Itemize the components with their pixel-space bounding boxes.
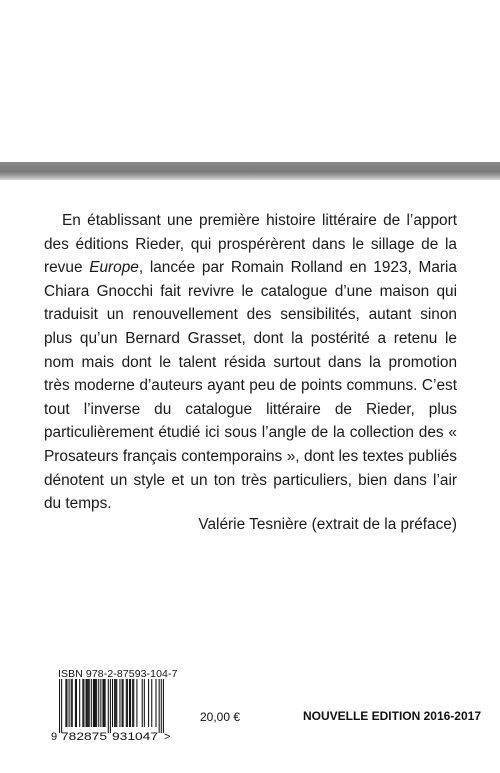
barcode-bar <box>79 679 80 727</box>
barcode-bar <box>98 679 99 727</box>
barcode-bar <box>112 679 113 727</box>
price: 20,00 € <box>200 710 241 724</box>
barcode-bar <box>69 679 70 727</box>
barcode-bar <box>115 679 116 727</box>
barcode-right-digits: 931047 <box>112 731 158 742</box>
barcode-trailing-mark: > <box>164 731 171 742</box>
barcode-bar <box>123 679 124 727</box>
barcode-bar <box>95 679 96 727</box>
barcode-bar <box>104 679 105 727</box>
barcode-left-digits: 782875 <box>61 731 107 742</box>
barcode-first-digit: 9 <box>51 731 58 742</box>
blurb-signature: Valérie Tesnière (extrait de la préface) <box>198 516 457 533</box>
barcode-bar <box>126 679 127 727</box>
barcode-bar <box>59 679 60 733</box>
edition-label: NOUVELLE EDITION 2016-2017 <box>302 709 481 723</box>
barcode-bar <box>93 679 94 727</box>
barcode-bar <box>105 679 106 727</box>
barcode-bar <box>87 679 88 727</box>
barcode-bar <box>61 679 62 733</box>
barcode-bar <box>127 679 128 727</box>
barcode-bar <box>155 679 156 727</box>
barcode-bar <box>66 679 67 727</box>
barcode-bar <box>89 679 90 727</box>
barcode-bar <box>65 679 66 727</box>
barcode-bar <box>110 679 111 733</box>
barcode-bar <box>82 679 83 727</box>
barcode-bar <box>159 679 160 733</box>
barcode-bar <box>96 679 97 727</box>
barcode-bar <box>129 679 130 727</box>
blurb-journal-title: Europe <box>89 259 139 277</box>
blurb-text-start: En établissant une première histoire littéraire de l’apport des éditions Rieder, qui prospérèrent dans le sillage de la revue <box>44 212 457 277</box>
barcode-bar <box>108 679 109 733</box>
top-gray-band <box>0 162 500 180</box>
barcode-bar <box>119 679 120 727</box>
barcode-bar <box>136 679 137 727</box>
barcode-bar <box>144 679 145 727</box>
barcode-bar <box>142 679 143 727</box>
barcode-bar <box>86 679 87 727</box>
barcode-bar <box>133 679 134 727</box>
barcode-bar <box>94 679 95 727</box>
blurb-text-end: , lancée par Romain Rolland en 1923, Maria Chiara Gnocchi fait revivre le catalogue d’une maison qui traduisit un renouvellement des sensibilités, autant sinon plus qu’un Bernard Grasset, dont la postérité a retenu le nom mais dont le talent résida surtout dans la promotion très moderne d’auteurs ayant peu de points communs. C’est tout l’inverse du catalogue littéraire de Rieder, plus particulièrement étudié ici sous l’angle de la collection des « Prosateurs français contemporains », dont les textes publiés dénotent un style et un ton très particuliers, bien dans l’air du temps. <box>44 259 457 513</box>
barcode-bar <box>116 679 117 727</box>
barcode-bar <box>130 679 131 727</box>
barcode-bar <box>102 679 103 727</box>
barcode-bar <box>72 679 73 727</box>
isbn-label: ISBN 978-2-87593-104-7 <box>58 668 178 680</box>
barcode-bar <box>151 679 152 727</box>
barcode-bar <box>71 679 72 727</box>
barcode-bar <box>161 679 162 733</box>
barcode-bar <box>114 679 115 727</box>
barcode-bar <box>83 679 84 727</box>
back-cover-blurb <box>44 209 457 516</box>
barcode-bar <box>76 679 77 727</box>
barcode-bar <box>100 679 101 727</box>
barcode-bar <box>88 679 89 727</box>
barcode-bar <box>91 679 92 727</box>
barcode-bar <box>122 679 123 727</box>
barcode-bar <box>148 679 149 727</box>
barcode-bar <box>75 679 76 727</box>
barcode-bar <box>132 679 133 727</box>
barcode-bar <box>163 679 164 733</box>
